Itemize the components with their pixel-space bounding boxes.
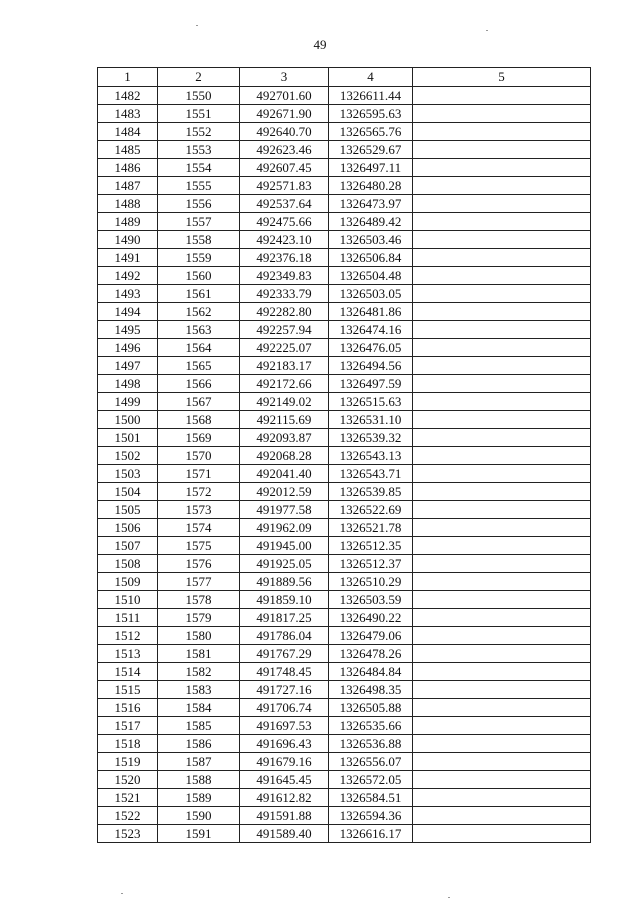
- table-cell-col-3: 492623.46: [240, 141, 329, 159]
- table-cell-col-1: 1491: [98, 249, 158, 267]
- table-cell-col-4: 1326505.88: [329, 699, 413, 717]
- table-row: [98, 609, 591, 627]
- table-cell-col-1: 1490: [98, 231, 158, 249]
- table-cell-col-5: [413, 87, 591, 105]
- table-cell-col-5: [413, 141, 591, 159]
- column-header-1: 1: [98, 68, 158, 87]
- table-cell-col-3: 492149.02: [240, 393, 329, 411]
- table-cell-col-4: 1326484.84: [329, 663, 413, 681]
- table-row: [98, 87, 591, 105]
- table-row: [98, 105, 591, 123]
- table-cell-col-5: [413, 555, 591, 573]
- table-cell-col-4: 1326510.29: [329, 573, 413, 591]
- table-row: [98, 573, 591, 591]
- table-cell-col-2: 1589: [158, 789, 240, 807]
- table-cell-col-2: 1581: [158, 645, 240, 663]
- table-cell-col-3: 491696.43: [240, 735, 329, 753]
- table-cell-col-1: 1503: [98, 465, 158, 483]
- table-cell-col-4: 1326497.59: [329, 375, 413, 393]
- table-cell-col-1: 1498: [98, 375, 158, 393]
- table-cell-col-3: 491706.74: [240, 699, 329, 717]
- table-cell-col-2: 1564: [158, 339, 240, 357]
- table-cell-col-2: 1566: [158, 375, 240, 393]
- table-cell-col-1: 1504: [98, 483, 158, 501]
- table-cell-col-3: 492225.07: [240, 339, 329, 357]
- table-cell-col-3: 492115.69: [240, 411, 329, 429]
- table-cell-col-3: 491591.88: [240, 807, 329, 825]
- table-cell-col-5: [413, 717, 591, 735]
- scan-speck: [448, 897, 450, 898]
- column-header-2: 2: [158, 68, 240, 87]
- table-cell-col-2: 1556: [158, 195, 240, 213]
- table-cell-col-1: 1507: [98, 537, 158, 555]
- table-cell-col-4: 1326512.35: [329, 537, 413, 555]
- table-row: [98, 447, 591, 465]
- table-cell-col-3: 491859.10: [240, 591, 329, 609]
- table-cell-col-1: 1493: [98, 285, 158, 303]
- table-row: [98, 771, 591, 789]
- table-row: [98, 483, 591, 501]
- table-cell-col-4: 1326474.16: [329, 321, 413, 339]
- table-cell-col-4: 1326522.69: [329, 501, 413, 519]
- table-row: [98, 321, 591, 339]
- table-cell-col-2: 1552: [158, 123, 240, 141]
- table-cell-col-5: [413, 105, 591, 123]
- table-row: [98, 267, 591, 285]
- table-row: [98, 195, 591, 213]
- table-cell-col-4: 1326479.06: [329, 627, 413, 645]
- table-row: [98, 537, 591, 555]
- table-cell-col-3: 491925.05: [240, 555, 329, 573]
- table-row: [98, 645, 591, 663]
- table-cell-col-3: 491589.40: [240, 825, 329, 843]
- table-cell-col-1: 1505: [98, 501, 158, 519]
- table-cell-col-2: 1574: [158, 519, 240, 537]
- table-row: [98, 123, 591, 141]
- table-cell-col-5: [413, 663, 591, 681]
- table-cell-col-3: 491748.45: [240, 663, 329, 681]
- table-cell-col-4: 1326503.05: [329, 285, 413, 303]
- table-cell-col-3: 492701.60: [240, 87, 329, 105]
- table-cell-col-2: 1553: [158, 141, 240, 159]
- table-cell-col-1: 1516: [98, 699, 158, 717]
- table-cell-col-1: 1508: [98, 555, 158, 573]
- table-cell-col-2: 1567: [158, 393, 240, 411]
- table-cell-col-2: 1578: [158, 591, 240, 609]
- table-cell-col-2: 1587: [158, 753, 240, 771]
- table-cell-col-4: 1326481.86: [329, 303, 413, 321]
- table-cell-col-5: [413, 267, 591, 285]
- table-cell-col-5: [413, 483, 591, 501]
- table-cell-col-5: [413, 501, 591, 519]
- table-cell-col-5: [413, 519, 591, 537]
- table-cell-col-2: 1572: [158, 483, 240, 501]
- table-cell-col-2: 1573: [158, 501, 240, 519]
- table-cell-col-1: 1523: [98, 825, 158, 843]
- table-cell-col-3: 492475.66: [240, 213, 329, 231]
- table-cell-col-3: 492349.83: [240, 267, 329, 285]
- table-row: [98, 699, 591, 717]
- table-cell-col-2: 1580: [158, 627, 240, 645]
- table-cell-col-2: 1569: [158, 429, 240, 447]
- table-cell-col-1: 1482: [98, 87, 158, 105]
- table-row: [98, 717, 591, 735]
- table-cell-col-1: 1500: [98, 411, 158, 429]
- table-cell-col-4: 1326539.32: [329, 429, 413, 447]
- table-cell-col-4: 1326503.46: [329, 231, 413, 249]
- table-row: [98, 789, 591, 807]
- table-cell-col-2: 1584: [158, 699, 240, 717]
- table-row: [98, 591, 591, 609]
- table-row: [98, 555, 591, 573]
- table-cell-col-3: 492257.94: [240, 321, 329, 339]
- table-cell-col-1: 1486: [98, 159, 158, 177]
- table-cell-col-1: 1501: [98, 429, 158, 447]
- table-row: [98, 159, 591, 177]
- table-cell-col-5: [413, 123, 591, 141]
- table-cell-col-3: 492282.80: [240, 303, 329, 321]
- table-cell-col-2: 1560: [158, 267, 240, 285]
- table-cell-col-4: 1326572.05: [329, 771, 413, 789]
- table-cell-col-5: [413, 249, 591, 267]
- table-cell-col-1: 1506: [98, 519, 158, 537]
- table-row: [98, 177, 591, 195]
- table-cell-col-2: 1571: [158, 465, 240, 483]
- table-cell-col-2: 1558: [158, 231, 240, 249]
- table-cell-col-4: 1326489.42: [329, 213, 413, 231]
- table-cell-col-2: 1555: [158, 177, 240, 195]
- table-cell-col-1: 1519: [98, 753, 158, 771]
- table-cell-col-3: 491962.09: [240, 519, 329, 537]
- table-row: [98, 339, 591, 357]
- table-cell-col-2: 1563: [158, 321, 240, 339]
- table-cell-col-5: [413, 609, 591, 627]
- table-cell-col-1: 1510: [98, 591, 158, 609]
- table-row: [98, 465, 591, 483]
- table-cell-col-3: 492423.10: [240, 231, 329, 249]
- table-row: [98, 393, 591, 411]
- table-cell-col-4: 1326521.78: [329, 519, 413, 537]
- table-row: [98, 411, 591, 429]
- table-cell-col-1: 1499: [98, 393, 158, 411]
- table-cell-col-3: 492671.90: [240, 105, 329, 123]
- table-cell-col-3: 491945.00: [240, 537, 329, 555]
- table-row: [98, 141, 591, 159]
- table-cell-col-5: [413, 627, 591, 645]
- table-row: [98, 825, 591, 843]
- table-cell-col-3: 491727.16: [240, 681, 329, 699]
- table-cell-col-2: 1565: [158, 357, 240, 375]
- table-cell-col-5: [413, 447, 591, 465]
- table-cell-col-4: 1326529.67: [329, 141, 413, 159]
- table-cell-col-4: 1326473.97: [329, 195, 413, 213]
- table-row: [98, 807, 591, 825]
- table-cell-col-5: [413, 591, 591, 609]
- column-header-5: 5: [413, 68, 591, 87]
- table-cell-col-4: 1326543.71: [329, 465, 413, 483]
- table-cell-col-1: 1522: [98, 807, 158, 825]
- table-cell-col-3: 492183.17: [240, 357, 329, 375]
- table-cell-col-2: 1583: [158, 681, 240, 699]
- table-body: [98, 87, 591, 843]
- table-cell-col-1: 1514: [98, 663, 158, 681]
- table-cell-col-3: 492640.70: [240, 123, 329, 141]
- table-cell-col-1: 1509: [98, 573, 158, 591]
- table-row: [98, 627, 591, 645]
- table-cell-col-4: 1326506.84: [329, 249, 413, 267]
- table-cell-col-2: 1585: [158, 717, 240, 735]
- table-row: [98, 519, 591, 537]
- table-cell-col-1: 1496: [98, 339, 158, 357]
- table-row: [98, 285, 591, 303]
- table-cell-col-3: 491612.82: [240, 789, 329, 807]
- table-cell-col-4: 1326512.37: [329, 555, 413, 573]
- table-cell-col-3: 492093.87: [240, 429, 329, 447]
- table-cell-col-5: [413, 177, 591, 195]
- table-cell-col-5: [413, 213, 591, 231]
- table-cell-col-5: [413, 753, 591, 771]
- table-cell-col-1: 1497: [98, 357, 158, 375]
- table-cell-col-4: 1326539.85: [329, 483, 413, 501]
- table-row: [98, 357, 591, 375]
- table-cell-col-1: 1511: [98, 609, 158, 627]
- table-cell-col-4: 1326595.63: [329, 105, 413, 123]
- table-row: [98, 663, 591, 681]
- table-cell-col-2: 1568: [158, 411, 240, 429]
- table-cell-col-3: 491889.56: [240, 573, 329, 591]
- scan-speck: [196, 25, 198, 26]
- table-cell-col-3: 492068.28: [240, 447, 329, 465]
- table-cell-col-5: [413, 807, 591, 825]
- table-cell-col-2: 1557: [158, 213, 240, 231]
- table-cell-col-4: 1326594.36: [329, 807, 413, 825]
- table-cell-col-1: 1494: [98, 303, 158, 321]
- table-cell-col-3: 492172.66: [240, 375, 329, 393]
- table-cell-col-5: [413, 537, 591, 555]
- table-cell-col-3: 492012.59: [240, 483, 329, 501]
- table-cell-col-4: 1326490.22: [329, 609, 413, 627]
- table-cell-col-2: 1554: [158, 159, 240, 177]
- table-row: [98, 375, 591, 393]
- table-header-row: [98, 68, 591, 87]
- table-cell-col-2: 1579: [158, 609, 240, 627]
- table-cell-col-3: 492607.45: [240, 159, 329, 177]
- table-cell-col-4: 1326616.17: [329, 825, 413, 843]
- table-cell-col-1: 1513: [98, 645, 158, 663]
- table-cell-col-1: 1492: [98, 267, 158, 285]
- scan-speck: [486, 30, 488, 31]
- table-cell-col-5: [413, 771, 591, 789]
- table-cell-col-1: 1520: [98, 771, 158, 789]
- column-header-3: 3: [240, 68, 329, 87]
- table-cell-col-4: 1326515.63: [329, 393, 413, 411]
- table-cell-col-2: 1559: [158, 249, 240, 267]
- table-cell-col-2: 1562: [158, 303, 240, 321]
- table-cell-col-5: [413, 411, 591, 429]
- table-cell-col-4: 1326611.44: [329, 87, 413, 105]
- table-cell-col-2: 1550: [158, 87, 240, 105]
- table-cell-col-1: 1483: [98, 105, 158, 123]
- table-cell-col-3: 492571.83: [240, 177, 329, 195]
- table-cell-col-5: [413, 645, 591, 663]
- table-cell-col-2: 1551: [158, 105, 240, 123]
- table-cell-col-1: 1487: [98, 177, 158, 195]
- table-cell-col-4: 1326531.10: [329, 411, 413, 429]
- table-cell-col-1: 1484: [98, 123, 158, 141]
- table-cell-col-3: 492376.18: [240, 249, 329, 267]
- table-cell-col-4: 1326543.13: [329, 447, 413, 465]
- table-cell-col-2: 1577: [158, 573, 240, 591]
- table-cell-col-5: [413, 357, 591, 375]
- table-cell-col-3: 491767.29: [240, 645, 329, 663]
- column-header-4: 4: [329, 68, 413, 87]
- table-cell-col-5: [413, 429, 591, 447]
- table-cell-col-4: 1326504.48: [329, 267, 413, 285]
- table-cell-col-5: [413, 339, 591, 357]
- table-cell-col-3: 491679.16: [240, 753, 329, 771]
- table-cell-col-3: 491786.04: [240, 627, 329, 645]
- table-cell-col-4: 1326503.59: [329, 591, 413, 609]
- table-cell-col-3: 491645.45: [240, 771, 329, 789]
- table-cell-col-3: 491697.53: [240, 717, 329, 735]
- table-cell-col-1: 1488: [98, 195, 158, 213]
- table-row: [98, 303, 591, 321]
- table-cell-col-5: [413, 195, 591, 213]
- table-cell-col-4: 1326478.26: [329, 645, 413, 663]
- page-number: 49: [313, 37, 327, 52]
- table-cell-col-3: 492041.40: [240, 465, 329, 483]
- table-cell-col-1: 1495: [98, 321, 158, 339]
- table-cell-col-3: 492537.64: [240, 195, 329, 213]
- table-cell-col-1: 1517: [98, 717, 158, 735]
- table-cell-col-3: 491817.25: [240, 609, 329, 627]
- table-cell-col-5: [413, 231, 591, 249]
- table-row: [98, 249, 591, 267]
- table-cell-col-2: 1590: [158, 807, 240, 825]
- table-cell-col-4: 1326498.35: [329, 681, 413, 699]
- coordinates-table: [97, 67, 591, 843]
- table-cell-col-4: 1326494.56: [329, 357, 413, 375]
- table-cell-col-1: 1512: [98, 627, 158, 645]
- table-cell-col-4: 1326476.05: [329, 339, 413, 357]
- table-cell-col-5: [413, 303, 591, 321]
- table-cell-col-2: 1575: [158, 537, 240, 555]
- table-cell-col-5: [413, 735, 591, 753]
- table-cell-col-5: [413, 321, 591, 339]
- table-cell-col-1: 1515: [98, 681, 158, 699]
- table-cell-col-2: 1588: [158, 771, 240, 789]
- table-cell-col-2: 1576: [158, 555, 240, 573]
- table-cell-col-2: 1591: [158, 825, 240, 843]
- table-cell-col-1: 1521: [98, 789, 158, 807]
- table-cell-col-4: 1326565.76: [329, 123, 413, 141]
- table-cell-col-5: [413, 375, 591, 393]
- table-row: [98, 213, 591, 231]
- table-row: [98, 753, 591, 771]
- table-cell-col-2: 1570: [158, 447, 240, 465]
- table-cell-col-5: [413, 573, 591, 591]
- table-cell-col-5: [413, 825, 591, 843]
- table-cell-col-5: [413, 681, 591, 699]
- table-cell-col-2: 1561: [158, 285, 240, 303]
- table-cell-col-4: 1326584.51: [329, 789, 413, 807]
- table-cell-col-5: [413, 159, 591, 177]
- table-cell-col-1: 1485: [98, 141, 158, 159]
- table-cell-col-5: [413, 699, 591, 717]
- scan-speck: [121, 893, 123, 894]
- table-cell-col-1: 1489: [98, 213, 158, 231]
- table-row: [98, 501, 591, 519]
- table-cell-col-2: 1582: [158, 663, 240, 681]
- table-row: [98, 231, 591, 249]
- table-cell-col-1: 1518: [98, 735, 158, 753]
- table-cell-col-5: [413, 465, 591, 483]
- table-cell-col-5: [413, 393, 591, 411]
- table-cell-col-2: 1586: [158, 735, 240, 753]
- table-cell-col-4: 1326535.66: [329, 717, 413, 735]
- table-cell-col-5: [413, 285, 591, 303]
- table-cell-col-1: 1502: [98, 447, 158, 465]
- table-cell-col-4: 1326497.11: [329, 159, 413, 177]
- table-row: [98, 429, 591, 447]
- table-cell-col-3: 492333.79: [240, 285, 329, 303]
- table-row: [98, 681, 591, 699]
- table-cell-col-3: 491977.58: [240, 501, 329, 519]
- table-cell-col-4: 1326536.88: [329, 735, 413, 753]
- table-cell-col-4: 1326480.28: [329, 177, 413, 195]
- table-row: [98, 735, 591, 753]
- table-cell-col-5: [413, 789, 591, 807]
- table-cell-col-4: 1326556.07: [329, 753, 413, 771]
